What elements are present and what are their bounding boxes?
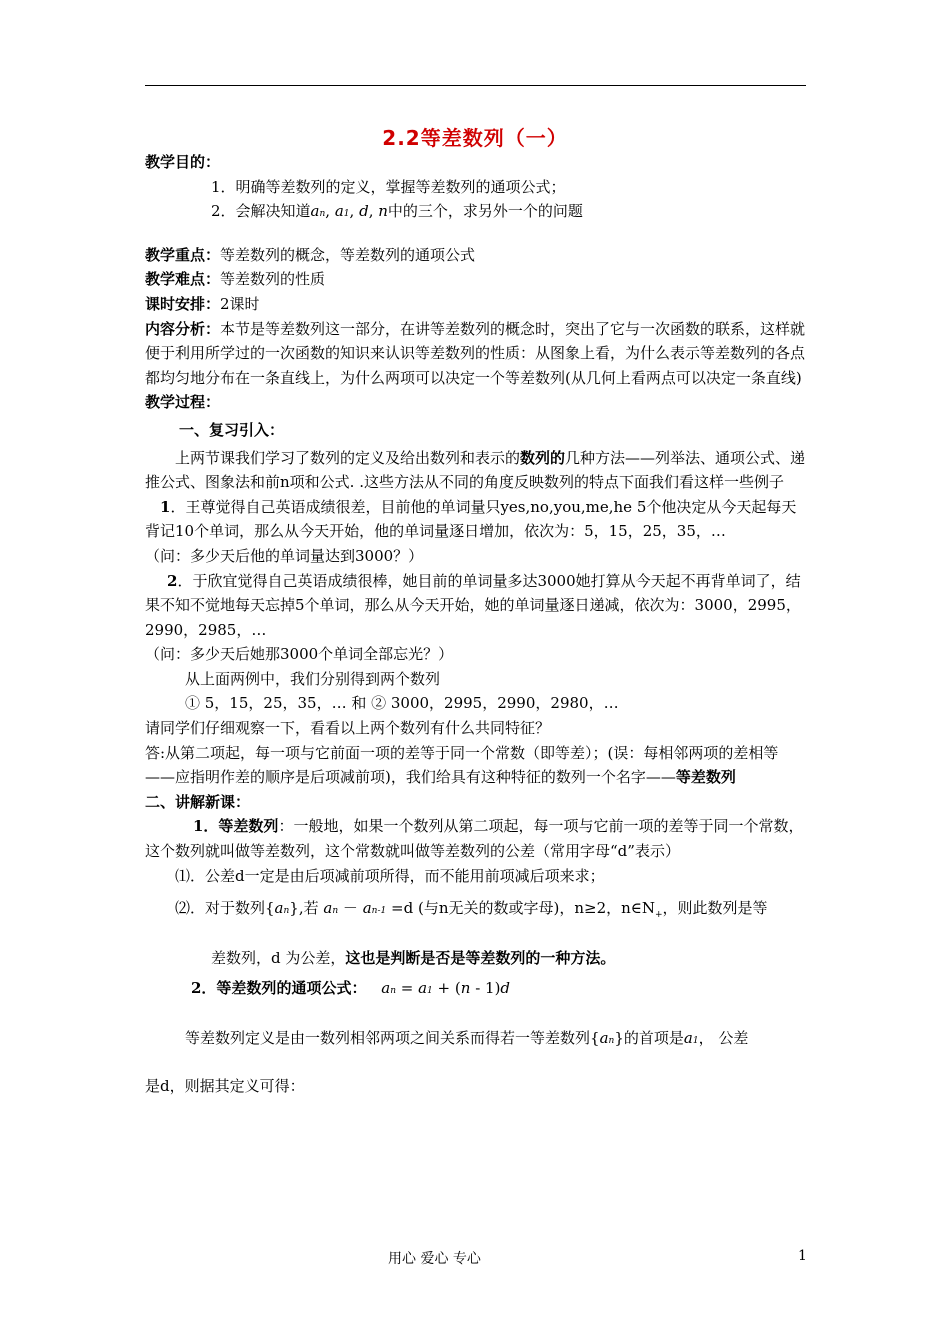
objective-2-pre: 2．会解决知道: [211, 202, 311, 221]
example-1-question: （问：多少天后他的单词量达到3000？）: [145, 546, 424, 565]
observation-1: 从上面两例中，我们分别得到两个数列: [185, 669, 441, 688]
answer: 答:从第二项起，每一项与它前面一项的差等于同一个常数（即等差）；(误：每相邻两项的差相等——应指明作差的顺序是后项减前项)，我们给具有这种特征的数列一个名字——等差数列: [145, 743, 779, 787]
new-lesson-heading: 二、讲解新课：: [145, 792, 251, 811]
math-a-n-minus-1: an-1: [362, 899, 387, 918]
general-term-formula: 2．等差数列的通项公式： an = a1 + (n - 1)d: [191, 979, 511, 998]
derivation-continued: 是d，则据其定义可得：: [145, 1076, 305, 1095]
review-intro: 上两节课我们学习了数列的定义及给出数列和表示的数列的几种方法——列举法、通项公式、递推公式、图象法和前n项和公式. .这些方法从不同的角度反映数列的特点下面我们看这样一些例子: [145, 448, 806, 492]
objective-2-post: 中的三个，求另外一个的问题: [387, 202, 583, 221]
page-title: 2.2等差数列（一）: [382, 126, 568, 150]
difficulties: 教学难点：等差数列的性质: [145, 270, 326, 289]
formula-math: an = a1 + (n - 1)d: [381, 979, 511, 998]
definition: 1．等差数列：一般地，如果一个数列从第二项起，每一项与它前一项的差等于同一个常数，这个数列就叫做等差数列，这个常数就叫做等差数列的公差（常用字母“d”表示）: [145, 817, 804, 861]
objective-2: [145, 199, 807, 227]
example-1: 1．王尊觉得自己英语成绩很差，目前他的单词量只yes,no,you,me,he 5个他决定从今天起每天背记10个单词，那么从今天开始，他的单词量逐日增加，依次为：5，15，25，35，…: [145, 497, 797, 541]
observation-3: 请同学们仔细观察一下，看看以上两个数列有什么共同特征？: [145, 719, 551, 738]
math-a-n-2: an: [323, 899, 339, 918]
math-a-1: a1: [683, 1029, 699, 1047]
footer-motto: 用心 爱心 专心: [388, 1251, 481, 1267]
content-analysis: 内容分析：本节是等差数列这一部分，在讲等差数列的概念时，突出了它与一次函数的联系，这样就便于利用所学过的一次函数的知识来认识等差数列的性质：从图象上看，为什么表示等差数列的各点都均匀地分布在一条直线上，为什么两项可以决定一个等差数列(从几何上看两点可以决定一条直线): [145, 319, 806, 387]
example-2: 2．于欣宜觉得自己英语成绩很棒，她目前的单词量多达3000她打算从今天起不再背单词了，结果不知不觉地每天忘掉5个单词，那么从今天开始，她的单词量逐日递减，依次为：3000，2995，2990，2985，…: [145, 571, 801, 639]
process-heading: 教学过程：: [145, 393, 221, 412]
page-number: 1: [798, 1248, 807, 1264]
observation-2: ① 5，15，25，35，… 和 ② 3000，2995，2990，2980，…: [185, 694, 619, 713]
note-2-continued: 差数列，d 为公差，这也是判断是否是等差数列的一种方法。: [211, 948, 616, 967]
example-2-question: （问：多少天后她那3000个单词全部忘光？）: [145, 645, 454, 664]
review-heading: 一、复习引入：: [179, 420, 285, 439]
math-a-n: an: [274, 899, 290, 918]
derivation: 等差数列定义是由一数列相邻两项之间关系而得若一等差数列{an}的首项是a1， 公差: [185, 1029, 749, 1047]
objectives-heading: 教学目的：: [145, 153, 221, 171]
objective-1: 1．明确等差数列的定义，掌握等差数列的通项公式；: [211, 177, 566, 196]
key-points: 教学重点：等差数列的概念，等差数列的通项公式: [145, 245, 476, 264]
document-body: [145, 150, 807, 1098]
header-rule: [145, 85, 806, 86]
objective-2-math: an, a1, d, n: [310, 202, 388, 221]
math-set-a-n: {an}: [590, 1029, 624, 1047]
note-1: ⑴．公差d一定是由后项减前项所得，而不能用前项减后项来求；: [175, 866, 605, 885]
note-2: ⑵．对于数列{an},若 an － an-1 =d (与n无关的数或字母)，n≥2，$n\in N_+$，则此数列是等: [175, 899, 768, 921]
schedule: 课时安排：2课时: [145, 294, 260, 313]
